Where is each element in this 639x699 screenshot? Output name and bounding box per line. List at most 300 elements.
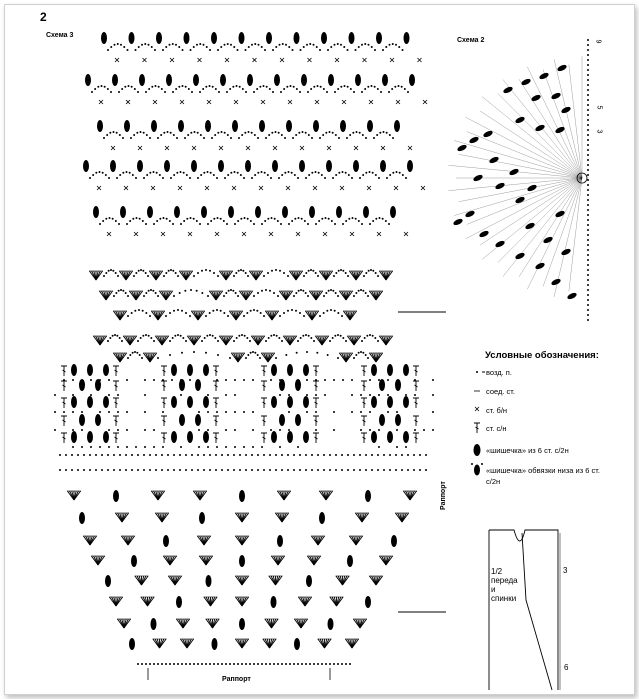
chain-dot-mark <box>227 43 229 45</box>
chain-dot-mark <box>265 289 267 291</box>
chain-dot-mark <box>126 429 128 431</box>
chain-dot-mark <box>104 86 106 88</box>
chain-dot-mark <box>366 335 368 337</box>
chain-dot-mark <box>305 663 307 665</box>
chain-dot-mark <box>587 319 589 321</box>
chain-dot-mark <box>107 454 109 456</box>
chain-dot-mark <box>181 310 183 312</box>
chain-dot-mark <box>379 217 381 219</box>
chain-dot-mark <box>145 292 147 294</box>
chain-dot-mark <box>173 469 175 471</box>
chain-dot-mark <box>101 454 103 456</box>
bobble-mark <box>174 206 180 218</box>
bobble-mark <box>394 120 400 132</box>
chain-dot-mark <box>382 218 384 220</box>
chain-dot-mark <box>263 469 265 471</box>
chain-dot-mark <box>252 446 254 448</box>
chain-dot-mark <box>211 137 213 139</box>
bobble-mark <box>131 555 137 567</box>
chain-dot-mark <box>165 663 167 665</box>
chain-dot-mark <box>169 354 171 356</box>
chain-dot-mark <box>325 663 327 665</box>
chain-dot-mark <box>335 174 337 176</box>
chain-dot-mark <box>281 174 283 176</box>
chain-dot-mark <box>353 295 355 297</box>
chain-dot-mark <box>137 663 139 665</box>
chain-dot-mark <box>360 394 362 396</box>
chain-dot-mark <box>317 454 319 456</box>
chain-dot-mark <box>102 172 104 174</box>
chain-dot-mark <box>587 164 589 166</box>
chain-dot-mark <box>213 174 215 176</box>
chain-dot-mark <box>246 337 248 339</box>
scheme-2-bobble <box>538 72 549 81</box>
scheme-2-bobble <box>456 144 467 153</box>
chain-dot-mark <box>173 663 175 665</box>
chain-dot-mark <box>185 312 187 314</box>
chain-dot-mark <box>386 132 388 134</box>
chain-dot-mark <box>241 334 243 336</box>
single-crochet-mark <box>188 232 192 236</box>
chain-dot-mark <box>256 310 258 312</box>
chain-dot-mark <box>162 177 164 179</box>
chain-dot-mark <box>244 132 246 134</box>
chain-dot-mark <box>144 394 146 396</box>
chain-dot-mark <box>132 352 134 354</box>
chain-dot-mark <box>265 663 267 665</box>
chain-dot-mark <box>301 663 303 665</box>
chain-dot-mark <box>311 172 313 174</box>
double-crochet-mark <box>474 423 480 433</box>
chain-dot-mark <box>275 357 277 359</box>
chain-dot-mark <box>587 229 589 231</box>
bobble-mark <box>303 364 309 376</box>
single-crochet-mark <box>253 58 257 62</box>
chain-dot-mark <box>358 352 360 354</box>
chain-dot-mark <box>209 454 211 456</box>
single-crochet-mark <box>219 146 223 150</box>
chain-dot-mark <box>374 49 376 51</box>
single-crochet-mark <box>161 232 165 236</box>
single-crochet-mark <box>308 58 312 62</box>
chain-dot-mark <box>201 270 203 272</box>
bobble-mark <box>391 535 397 547</box>
chain-dot-mark <box>333 379 335 381</box>
bobble-mark <box>83 160 89 172</box>
chain-dot-mark <box>99 411 101 413</box>
rapport-label-bottom: Раппорт <box>222 676 251 683</box>
bobble-mark <box>365 490 371 502</box>
chain-dot-mark <box>278 337 280 339</box>
chain-dot-mark <box>425 469 427 471</box>
chain-dot-mark <box>257 137 259 139</box>
chain-dot-mark <box>348 174 350 176</box>
chain-dot-mark <box>102 220 104 222</box>
chain-dot-mark <box>587 219 589 221</box>
chain-dot-mark <box>237 172 239 174</box>
chain-dot-mark <box>287 275 289 277</box>
chain-dot-mark <box>174 335 176 337</box>
chain-dot-mark <box>285 354 287 356</box>
chain-dot-mark <box>214 337 216 339</box>
bobble-mark <box>403 396 409 408</box>
chain-dot-mark <box>221 469 223 471</box>
chain-dot-mark <box>143 454 145 456</box>
chain-dot-mark <box>284 172 286 174</box>
single-crochet-mark <box>234 100 238 104</box>
chain-dot-mark <box>245 469 247 471</box>
chain-dot-mark <box>330 289 332 291</box>
chain-dot-mark <box>587 249 589 251</box>
chain-dot-mark <box>224 177 226 179</box>
chain-dot-mark <box>217 217 219 219</box>
chain-dot-mark <box>186 218 188 220</box>
chain-dot-mark <box>335 292 337 294</box>
chain-dot-mark <box>587 299 589 301</box>
chain-dot-mark <box>242 270 244 272</box>
radial-line <box>448 178 582 191</box>
chain-dot-mark <box>145 312 147 314</box>
double-crochet-mark <box>361 433 367 443</box>
chain-dot-mark <box>367 357 369 359</box>
chain-dot-mark <box>217 275 219 277</box>
chain-dot-mark <box>265 340 267 342</box>
chain-dot-mark <box>127 295 129 297</box>
chain-dot-mark <box>312 270 314 272</box>
chain-dot-mark <box>318 220 320 222</box>
bobble-mark <box>110 160 116 172</box>
chain-dot-mark <box>319 315 321 317</box>
chain-dot-mark <box>170 177 172 179</box>
chain-dot-mark <box>151 86 153 88</box>
chain-dot-mark <box>329 469 331 471</box>
bobble-mark <box>164 160 170 172</box>
chain-dot-mark <box>587 189 589 191</box>
chain-dot-mark <box>374 337 376 339</box>
chain-dot-mark <box>359 177 361 179</box>
single-crochet-mark <box>327 146 331 150</box>
chain-dot-mark <box>269 469 271 471</box>
chain-dot-mark <box>306 411 308 413</box>
chain-dot-mark <box>189 379 191 381</box>
chain-dot-mark <box>351 394 353 396</box>
chain-dot-mark <box>173 174 175 176</box>
chain-dot-mark <box>190 289 192 291</box>
chain-dot-mark <box>297 446 299 448</box>
chain-dot-mark <box>197 454 199 456</box>
chain-dot-mark <box>250 310 252 312</box>
chain-dot-mark <box>587 104 589 106</box>
chain-dot-mark <box>138 46 140 48</box>
scheme-2-bobble <box>534 262 545 271</box>
chain-dot-mark <box>137 454 139 456</box>
chain-dot-mark <box>401 469 403 471</box>
bobble-mark <box>407 160 413 172</box>
chain-dot-mark <box>144 446 146 448</box>
chain-dot-mark <box>267 218 269 220</box>
chain-dot-mark <box>372 270 374 272</box>
chain-dot-mark <box>324 177 326 179</box>
legend-item-chain: возд. п. <box>486 368 512 377</box>
chain-dot-mark <box>230 44 232 46</box>
bobble-mark <box>387 431 393 443</box>
chain-dot-mark <box>251 469 253 471</box>
chain-dot-mark <box>173 454 175 456</box>
chain-dot-mark <box>112 218 114 220</box>
chain-dot-mark <box>149 454 151 456</box>
double-crochet-mark <box>361 398 367 408</box>
chain-dot-mark <box>169 44 171 46</box>
chain-dot-mark <box>145 91 147 93</box>
chain-dot-mark <box>305 177 307 179</box>
single-crochet-mark <box>408 146 412 150</box>
chain-dot-mark <box>347 469 349 471</box>
chain-dot-mark <box>99 171 101 173</box>
chain-dot-mark <box>392 172 394 174</box>
chain-dot-mark <box>281 469 283 471</box>
bobble-mark <box>272 160 278 172</box>
chain-dot-mark <box>587 224 589 226</box>
bobble-mark <box>103 431 109 443</box>
chain-dot-mark <box>291 172 293 174</box>
bobble-mark <box>239 32 245 44</box>
chain-dot-mark <box>285 44 287 46</box>
single-crochet-mark <box>134 232 138 236</box>
single-crochet-mark <box>369 100 373 104</box>
chain-dot-mark <box>396 171 398 173</box>
chain-dot-mark <box>117 394 119 396</box>
chain-dot-mark <box>203 454 205 456</box>
chain-dot-mark <box>283 88 285 90</box>
chain-dot-mark <box>105 272 107 274</box>
single-crochet-mark <box>205 186 209 190</box>
chain-dot-mark <box>351 379 353 381</box>
radial-line <box>467 178 582 224</box>
chain-dot-mark <box>340 86 342 88</box>
chain-dot-mark <box>166 218 168 220</box>
chain-dot-mark <box>129 220 131 222</box>
chain-dot-mark <box>405 177 407 179</box>
bobble-mark <box>287 396 293 408</box>
chain-dot-mark <box>414 394 416 396</box>
chain-dot-mark <box>369 171 371 173</box>
chain-dot-mark <box>361 340 363 342</box>
chain-dot-mark <box>279 394 281 396</box>
chain-dot-mark <box>306 44 308 46</box>
single-crochet-mark <box>269 232 273 236</box>
chain-dot-mark <box>189 315 191 317</box>
single-crochet-mark <box>111 146 115 150</box>
chain-dot-mark <box>146 134 148 136</box>
double-crochet-mark <box>61 398 67 408</box>
radial-line <box>519 79 582 178</box>
chain-dot-mark <box>163 217 165 219</box>
bobble-mark <box>287 364 293 376</box>
chain-dot-mark <box>333 275 335 277</box>
chain-dot-mark <box>185 340 187 342</box>
chain-dot-mark <box>157 295 159 297</box>
chain-dot-mark <box>275 269 277 271</box>
bobble-mark <box>191 160 197 172</box>
chain-dot-mark <box>153 340 155 342</box>
chain-dot-mark <box>387 379 389 381</box>
chain-dot-mark <box>337 357 339 359</box>
chain-dot-mark <box>369 411 371 413</box>
chain-dot-mark <box>333 411 335 413</box>
chain-dot-mark <box>103 137 105 139</box>
legend-title: Условные обозначения: <box>485 350 599 361</box>
chain-dot-mark <box>110 269 112 271</box>
chain-dot-mark <box>263 275 265 277</box>
chain-dot-mark <box>405 394 407 396</box>
chain-dot-mark <box>340 44 342 46</box>
chain-dot-mark <box>135 272 137 274</box>
chain-dot-mark <box>81 446 83 448</box>
chain-dot-mark <box>127 357 129 359</box>
chain-dot-mark <box>315 394 317 396</box>
single-crochet-mark <box>296 232 300 236</box>
chain-dot-mark <box>311 137 313 139</box>
chain-dot-mark <box>330 46 332 48</box>
chain-dot-mark <box>143 132 145 134</box>
chain-dot-mark <box>163 132 165 134</box>
chain-dot-mark <box>257 663 259 665</box>
chain-dot-mark <box>261 171 263 173</box>
single-crochet-mark <box>335 58 339 62</box>
chain-dot-mark <box>395 454 397 456</box>
chain-dot-mark <box>199 223 201 225</box>
single-crochet-mark <box>377 232 381 236</box>
chain-dot-mark <box>248 131 250 133</box>
chain-dot-mark <box>225 429 227 431</box>
chain-dot-mark <box>432 429 434 431</box>
chain-dot-mark <box>258 44 260 46</box>
chain-dot-mark <box>54 429 56 431</box>
chain-dot-mark <box>294 174 296 176</box>
radial-line <box>498 93 582 178</box>
bobble-mark <box>137 160 143 172</box>
chain-dot-mark <box>274 218 276 220</box>
single-crochet-mark <box>180 100 184 104</box>
chain-dot-mark <box>273 334 275 336</box>
scheme-2-bobble <box>472 174 483 183</box>
chain-dot-mark <box>278 177 280 179</box>
chain-dot-mark <box>239 86 241 88</box>
chain-dot-mark <box>131 469 133 471</box>
chain-dot-mark <box>395 469 397 471</box>
chain-dot-mark <box>203 137 205 139</box>
radial-line <box>466 117 582 178</box>
bobble-mark <box>355 74 361 86</box>
chain-dot-mark <box>306 394 308 396</box>
chain-dot-mark <box>359 132 361 134</box>
chain-dot-mark <box>197 177 199 179</box>
chain-dot-mark <box>173 310 175 312</box>
radial-line <box>467 132 582 178</box>
single-crochet-mark <box>192 146 196 150</box>
chain-dot-mark <box>186 174 188 176</box>
chain-dot-mark <box>187 134 189 136</box>
bobble-mark <box>129 638 135 650</box>
chain-dot-mark <box>352 217 354 219</box>
bobble-mark <box>319 512 325 524</box>
chain-dot-mark <box>269 88 271 90</box>
chain-dot-mark <box>155 454 157 456</box>
chain-dot-mark <box>368 270 370 272</box>
chain-dot-mark <box>288 223 290 225</box>
chain-dot-mark <box>280 223 282 225</box>
chain-dot-mark <box>402 49 404 51</box>
bobble-mark <box>113 490 119 502</box>
chain-dot-mark <box>95 469 97 471</box>
chain-dot-mark <box>323 295 325 297</box>
single-crochet-mark <box>261 100 265 104</box>
scheme-2-bobble <box>530 94 541 103</box>
chain-dot-mark <box>281 663 283 665</box>
chain-dot-mark <box>275 454 277 456</box>
chain-dot-mark <box>313 86 315 88</box>
chain-dot-mark <box>217 354 219 356</box>
bobble-mark <box>220 74 226 86</box>
bobble-mark <box>371 364 377 376</box>
chain-dot-mark <box>233 663 235 665</box>
chain-dot-mark <box>294 218 296 220</box>
chain-dot-mark <box>307 223 309 225</box>
scheme-2-bobble <box>514 116 525 125</box>
chain-dot-mark <box>284 137 286 139</box>
single-crochet-mark <box>475 407 479 411</box>
single-crochet-mark <box>381 146 385 150</box>
chain-dot-mark <box>333 663 335 665</box>
chain-dot-mark <box>112 335 114 337</box>
chain-dot-mark <box>345 172 347 174</box>
chain-dot-mark <box>332 290 334 292</box>
chain-dot-mark <box>253 223 255 225</box>
chain-dot-mark <box>241 134 243 136</box>
chain-dot-mark <box>249 663 251 665</box>
bobble-mark <box>349 32 355 44</box>
chain-dot-mark <box>238 270 240 272</box>
chain-dot-mark <box>91 91 93 93</box>
chain-dot-mark <box>303 46 305 48</box>
chain-dot-mark <box>77 454 79 456</box>
chain-dot-mark <box>229 357 231 359</box>
bobble-mark <box>239 618 245 630</box>
chain-dot-mark <box>233 46 235 48</box>
bobble-mark <box>395 414 401 426</box>
chain-dot-mark <box>110 91 112 93</box>
chain-dot-mark <box>216 309 218 311</box>
chain-dot-mark <box>266 86 268 88</box>
chain-dot-mark <box>164 91 166 93</box>
chain-dot-mark <box>251 44 253 46</box>
chain-dot-mark <box>119 469 121 471</box>
chain-dot-mark <box>299 312 301 314</box>
chain-dot-mark <box>155 292 157 294</box>
chain-dot-mark <box>267 272 269 274</box>
double-crochet-mark <box>61 433 67 443</box>
bobble-mark <box>395 379 401 391</box>
chain-dot-mark <box>587 304 589 306</box>
chain-dot-mark <box>207 223 209 225</box>
bobble-mark <box>171 364 177 376</box>
chain-dot-mark <box>207 446 209 448</box>
chain-dot-mark <box>587 59 589 61</box>
chain-dot-mark <box>122 172 124 174</box>
radial-line <box>543 178 582 286</box>
chain-dot-mark <box>233 454 235 456</box>
chain-dot-mark <box>271 270 273 272</box>
